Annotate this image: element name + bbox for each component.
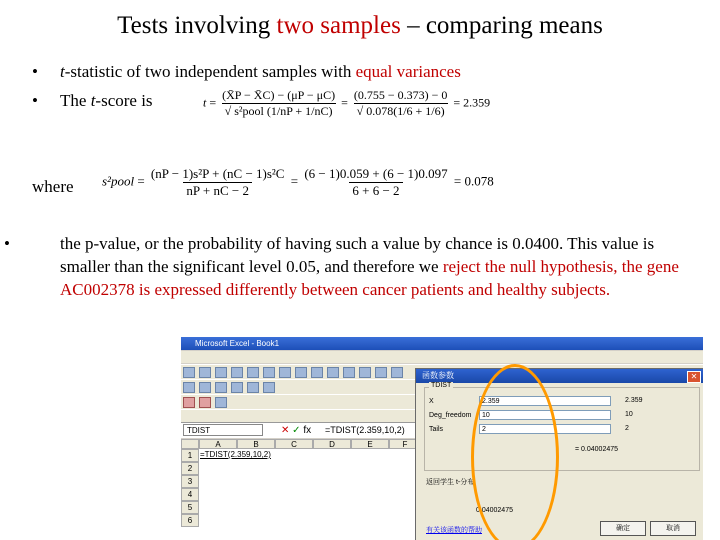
cancel-button[interactable]: 取消 xyxy=(650,521,696,536)
copy-icon[interactable] xyxy=(295,367,307,378)
align-center-icon[interactable] xyxy=(247,382,259,393)
tails-field[interactable]: 2 xyxy=(479,424,611,434)
function-description: 返回学生 t-分布 xyxy=(426,479,475,486)
open-icon[interactable] xyxy=(199,367,211,378)
mail-icon[interactable] xyxy=(215,397,227,408)
group-label: TDIST xyxy=(431,382,452,389)
excel-screenshot xyxy=(181,337,703,540)
bullet-t-score: • The t-score is xyxy=(32,91,153,110)
row-header[interactable]: 5 xyxy=(181,501,199,514)
arguments-group xyxy=(424,382,700,471)
column-header[interactable]: C xyxy=(275,439,313,449)
new-icon[interactable] xyxy=(183,367,195,378)
italic-icon[interactable] xyxy=(199,382,211,393)
tails-result: 2 xyxy=(625,425,629,432)
t-score-formula: t = $\frac{(X̄P - X̄C) - (\mu P - \mu C)}{\text{√ s²pool (1/nP + 1/nC)}}$ = $\frac{(0.755 - 0.373) - 0}{√ 0.078(1/6 + 1/6)}$ = 2.359 xyxy=(203,88,491,118)
save-icon[interactable] xyxy=(215,367,227,378)
bullet-icon: • xyxy=(32,91,38,110)
sort-icon[interactable] xyxy=(375,367,387,378)
paste-icon[interactable] xyxy=(311,367,323,378)
bullet-icon: • xyxy=(4,234,10,253)
column-header[interactable]: F xyxy=(389,439,421,449)
column-header[interactable]: E xyxy=(351,439,389,449)
column-header[interactable]: B xyxy=(237,439,275,449)
bullet-t-statistic: • t-statistic of two independent samples with equal variances xyxy=(32,62,461,81)
conclusion-highlight: reject the null hypothesis xyxy=(442,257,614,276)
spell-icon[interactable] xyxy=(263,367,275,378)
bullet-conclusion: • the p-value, or the probability of having such a value by chance is 0.0400. This value is smaller than the significant level 0.05, and therefore we reject the null hypothesis, the gene AC002378 is expressed differently between cancer patients and healthy subjects. xyxy=(4,234,679,299)
spool-formula: s²pool = $\frac{\text{(nP − 1)s²P + (nC − 1)s²C}}{nP + nC - 2}$ = $\frac{(6 - 1)0.059 + (6 - 1)0.097}{6 + 6 - 2}$ = 0.078 xyxy=(102,166,494,198)
field-label: Deg_freedom xyxy=(429,412,472,419)
row-header[interactable]: 6 xyxy=(181,514,199,527)
pdf-icon[interactable] xyxy=(199,397,211,408)
function-arguments-dialog xyxy=(415,368,703,540)
x-field[interactable]: 2.359 xyxy=(479,396,611,406)
bullet-icon: • xyxy=(32,62,38,81)
row-header[interactable]: 2 xyxy=(181,462,199,475)
column-header[interactable]: D xyxy=(313,439,351,449)
align-left-icon[interactable] xyxy=(231,382,243,393)
print-icon[interactable] xyxy=(231,367,243,378)
ok-button[interactable]: 确定 xyxy=(600,521,646,536)
where-label: where xyxy=(32,177,74,196)
excel-title-bar: Microsoft Excel - Book1 xyxy=(181,337,703,350)
undo-icon[interactable] xyxy=(327,367,339,378)
field-label: Tails xyxy=(429,426,444,433)
field-label: X xyxy=(429,398,434,405)
pdf-icon[interactable] xyxy=(183,397,195,408)
result-top: = 0.04002475 xyxy=(575,446,619,453)
slide-title: Tests involving two samples – comparing means xyxy=(117,12,603,39)
excel-menu-bar xyxy=(181,351,703,363)
row-header[interactable]: 4 xyxy=(181,488,199,501)
row-header[interactable]: 3 xyxy=(181,475,199,488)
row-header[interactable]: 1 xyxy=(181,449,199,462)
chart-icon[interactable] xyxy=(391,367,403,378)
bold-icon[interactable] xyxy=(183,382,195,393)
column-header[interactable]: A xyxy=(199,439,237,449)
help-link[interactable]: 有关该函数的帮助 xyxy=(426,527,482,534)
deg-freedom-result: 10 xyxy=(625,411,633,418)
title-highlight: two samples xyxy=(276,12,401,39)
cell-a1[interactable]: =TDIST(2.359,10,2) xyxy=(200,450,271,459)
spreadsheet-grid xyxy=(181,439,421,540)
name-box[interactable]: TDIST xyxy=(183,424,263,436)
close-icon[interactable]: ✕ xyxy=(687,371,701,383)
sum-icon[interactable] xyxy=(359,367,371,378)
preview-icon[interactable] xyxy=(247,367,259,378)
align-right-icon[interactable] xyxy=(263,382,275,393)
cut-icon[interactable] xyxy=(279,367,291,378)
dialog-title: 函数参数 xyxy=(416,369,703,383)
result-bottom: 0.04002475 xyxy=(476,507,513,514)
x-result: 2.359 xyxy=(625,397,643,404)
deg-freedom-field[interactable]: 10 xyxy=(479,410,611,420)
formula-icons[interactable]: ✕ ✓ fx xyxy=(281,425,312,436)
underline-icon[interactable] xyxy=(215,382,227,393)
formula-input[interactable]: =TDIST(2.359,10,2) xyxy=(321,424,425,436)
highlight-ellipse xyxy=(471,364,559,540)
redo-icon[interactable] xyxy=(343,367,355,378)
